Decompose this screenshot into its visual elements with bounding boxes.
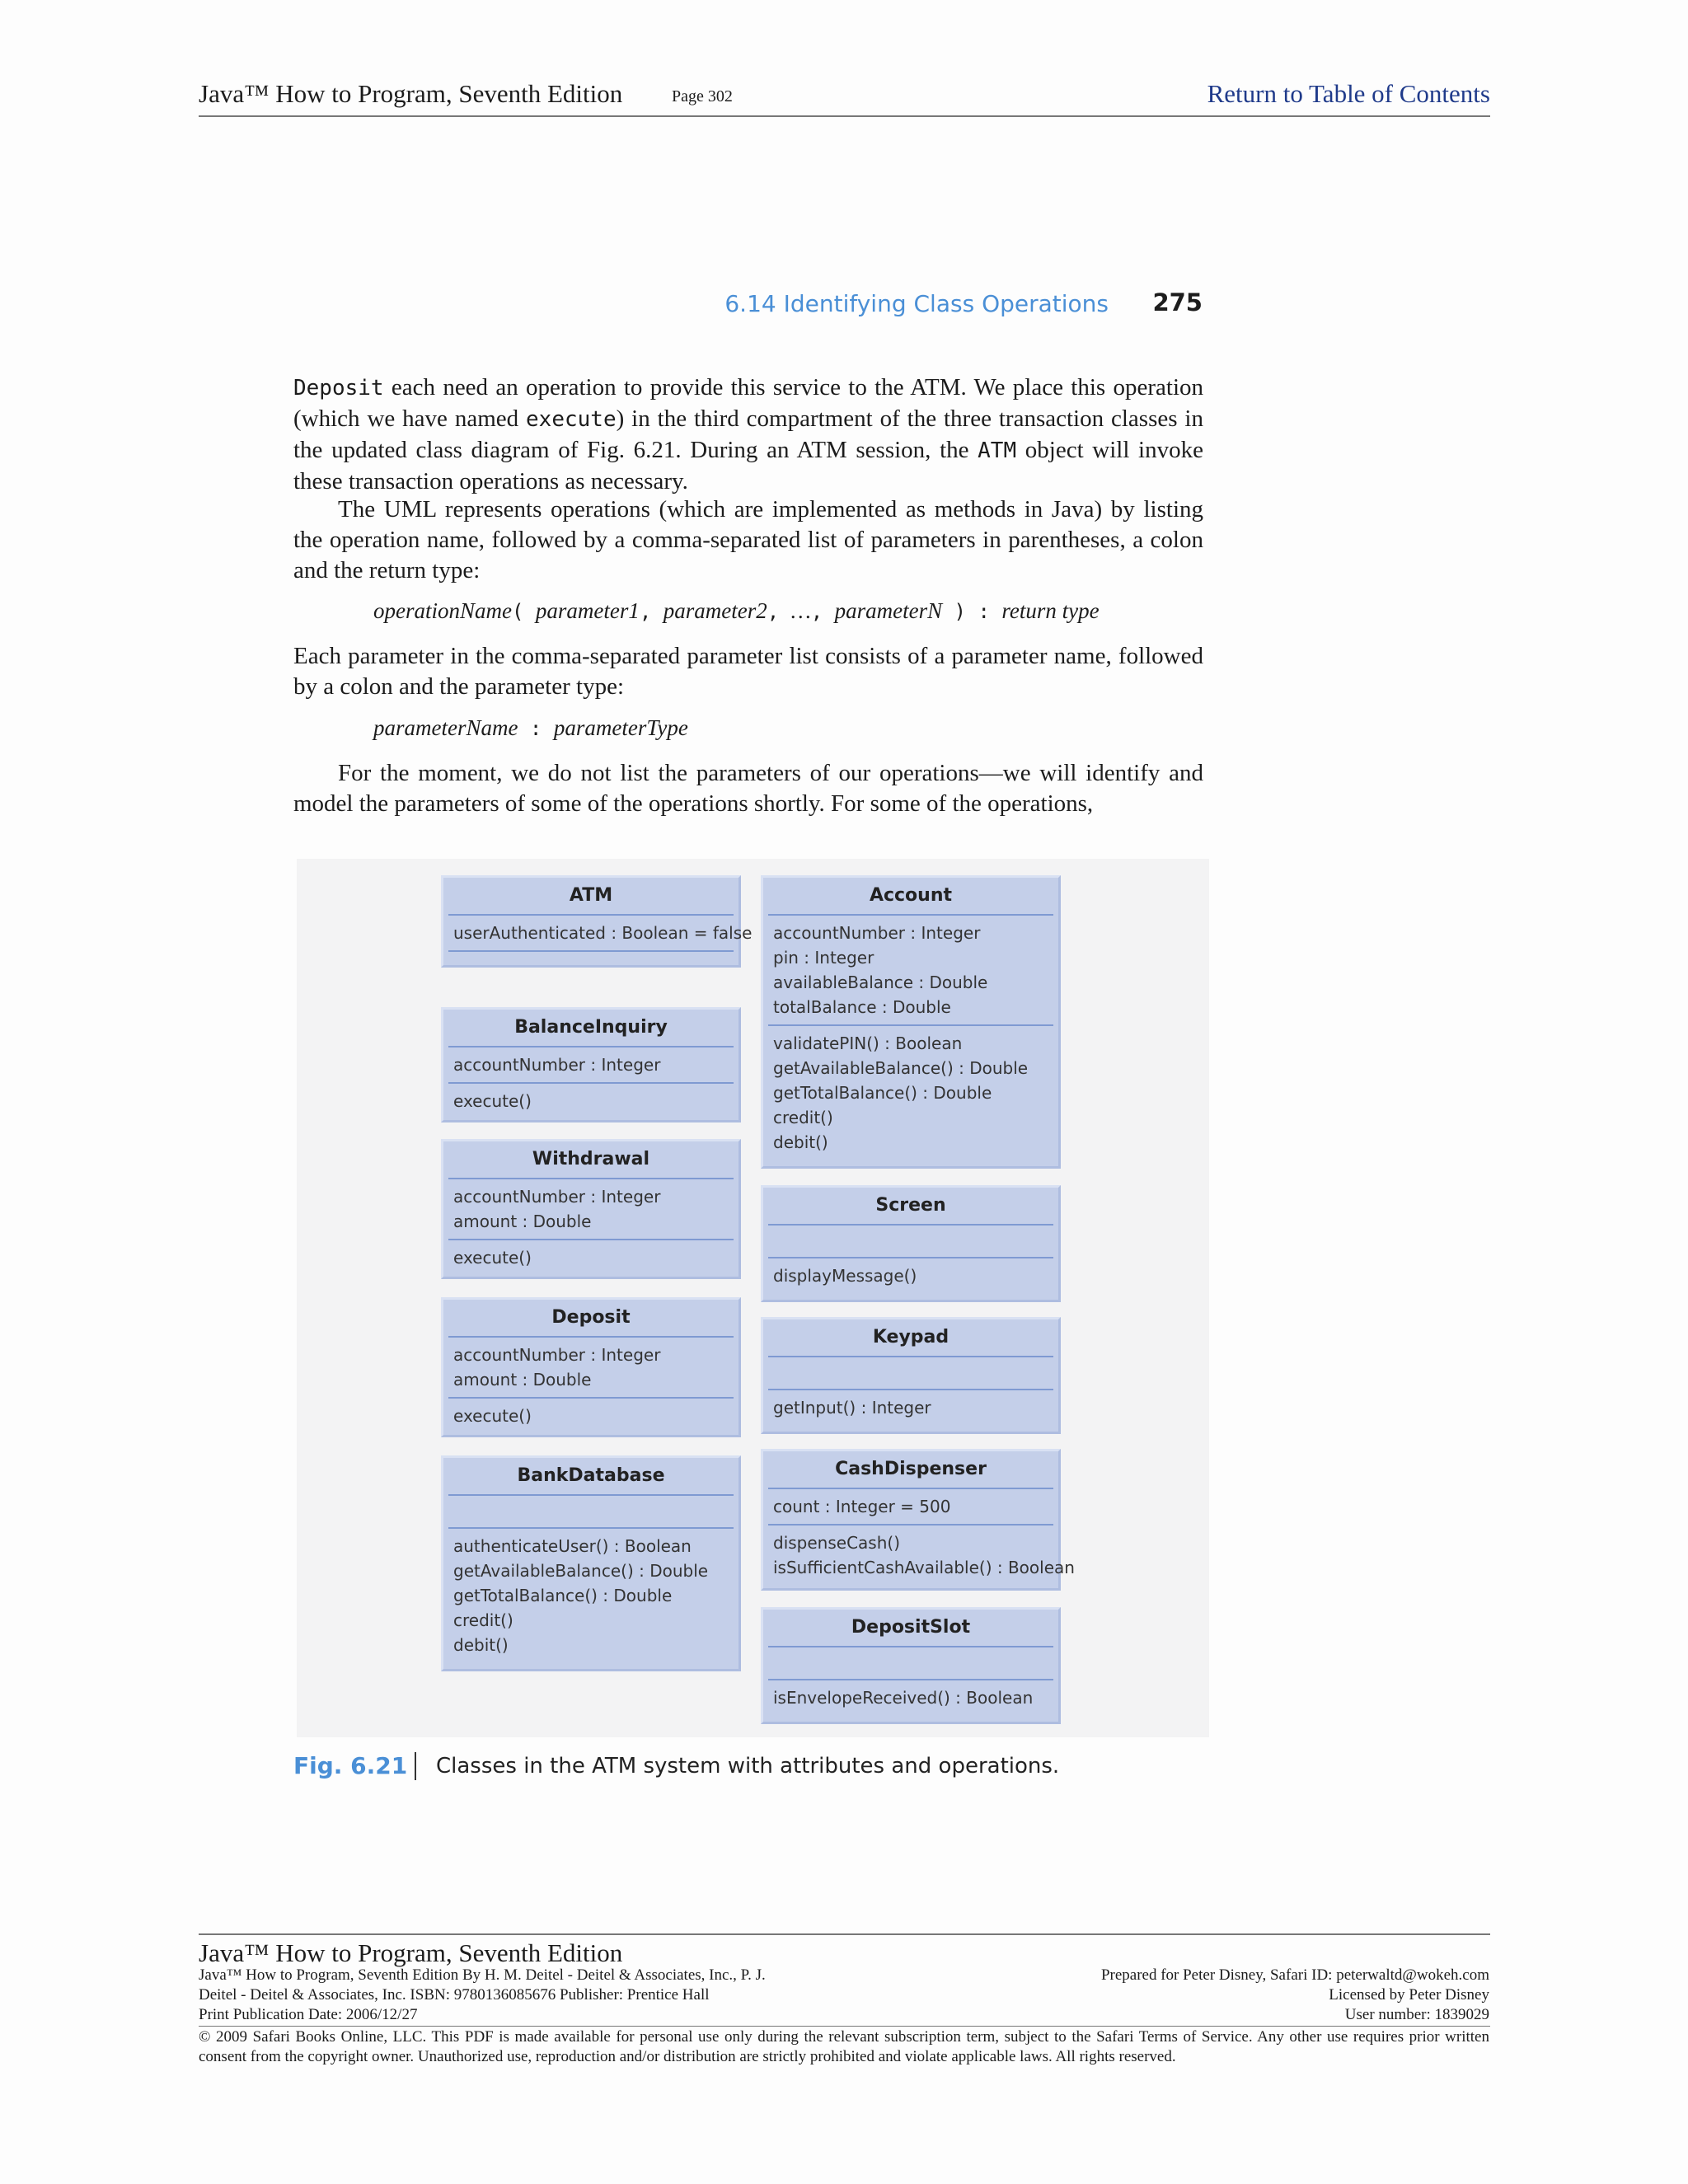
operation: credit(): [773, 1108, 833, 1127]
attributes-compartment: [448, 1338, 734, 1397]
sig-parameter-type: parameterType: [553, 715, 688, 740]
paragraph-4: For the moment, we do not list the parameters of our operations—we will identify and model the parameters of some of the operations shortly. For some of the operations,: [293, 760, 1203, 817]
attribute: accountNumber : Integer: [453, 1187, 661, 1207]
operations-compartment: [768, 1257, 1053, 1293]
class-name: Deposit: [448, 1300, 734, 1338]
table-of-contents-link[interactable]: Return to Table of Contents: [1207, 79, 1490, 108]
paragraph-3: Each parameter in the comma-separated parameter list consists of a parameter name, followed by a colon and the parameter type:: [293, 643, 1203, 700]
attribute: accountNumber : Integer: [453, 1055, 661, 1075]
attributes-compartment: [768, 916, 1053, 1024]
operation: displayMessage(): [773, 1266, 917, 1286]
operations-compartment: [768, 1679, 1053, 1715]
class-name: DepositSlot: [768, 1610, 1053, 1647]
class-name: BalanceInquiry: [448, 1010, 734, 1047]
parameter-signature: [373, 715, 688, 741]
attribute: pin : Integer: [773, 948, 874, 968]
section-title: 6.14 Identifying Class Operations: [724, 290, 1109, 317]
attributes-compartment: [768, 1489, 1053, 1524]
operation: execute(): [453, 1091, 532, 1111]
attributes-compartment: [768, 1357, 1053, 1389]
sig-ellipsis: …: [790, 598, 811, 623]
paragraph-2: The UML represents operations (which are implemented as methods in Java) by listing the operation name, followed by a comma-separated list of parameters in parentheses, a colon and the return type:: [293, 496, 1203, 583]
operation: getAvailableBalance() : Double: [453, 1561, 709, 1581]
operation: validatePIN() : Boolean: [773, 1033, 963, 1053]
class-keypad: [761, 1317, 1061, 1434]
attributes-compartment: [448, 1496, 734, 1527]
attribute: availableBalance : Double: [773, 972, 988, 992]
operations-compartment: [448, 1397, 734, 1433]
class-bank-database: [441, 1455, 741, 1671]
operations-compartment: [448, 1082, 734, 1118]
operations-compartment: [448, 1239, 734, 1275]
footer-user-number: User number: 1839029: [1344, 2006, 1489, 2023]
page-label: Page 302: [672, 87, 733, 105]
attributes-compartment: [448, 1179, 734, 1239]
sig-param-2: parameter2: [663, 598, 767, 623]
operations-compartment: [448, 950, 734, 987]
operation: isEnvelopeReceived() : Boolean: [773, 1688, 1034, 1708]
class-name: CashDispenser: [768, 1451, 1053, 1489]
class-name: Account: [768, 878, 1053, 916]
class-deposit-slot: [761, 1607, 1061, 1724]
sig-param-n: parameterN: [834, 598, 943, 623]
sig-comma-3: ,: [810, 600, 835, 623]
class-withdrawal: [441, 1139, 741, 1279]
sig-param-1: parameter1: [535, 598, 640, 623]
class-cash-dispenser: [761, 1449, 1075, 1591]
sig-colon: :: [518, 717, 554, 740]
footer-licensed-by: Licensed by Peter Disney: [1329, 1986, 1489, 2004]
class-atm: [441, 875, 753, 968]
footer-copyright-rule: [199, 2026, 1490, 2027]
footer-title: Java™ How to Program, Seventh Edition: [199, 1938, 623, 1967]
operation: getAvailableBalance() : Double: [773, 1058, 1029, 1078]
code-execute: execute: [526, 407, 617, 432]
operation: authenticateUser() : Boolean: [453, 1536, 692, 1556]
operation: getTotalBalance() : Double: [773, 1083, 992, 1103]
class-name: BankDatabase: [448, 1458, 734, 1496]
attribute: totalBalance : Double: [773, 997, 951, 1017]
attribute: amount : Double: [453, 1212, 592, 1231]
class-diagram-figure: [297, 859, 1209, 1737]
attribute: userAuthenticated : Boolean = false: [453, 923, 753, 943]
operation: credit(): [453, 1610, 513, 1630]
operations-compartment: [768, 1024, 1053, 1160]
caption-divider: [415, 1752, 416, 1780]
sig-comma-2: ,: [767, 600, 791, 623]
class-name: Screen: [768, 1188, 1053, 1226]
footer-publication-date: Print Publication Date: 2006/12/27: [199, 2006, 418, 2023]
figure-label: Fig. 6.21: [293, 1752, 408, 1779]
footer-copyright: © 2009 Safari Books Online, LLC. This PDF is made available for personal use only during the relevant subscription term, subject to the Safari Terms of Service. Any other use requires prior written consent from the copyright owner. Unauthorized use, reproduction and/or distribution are strictly prohibited and violate applicable laws. All rights reserved.: [199, 2028, 1489, 2065]
operation: debit(): [453, 1635, 509, 1655]
paragraph-1: [293, 373, 1203, 497]
class-screen: [761, 1185, 1061, 1302]
attribute: accountNumber : Integer: [773, 923, 981, 943]
footer-prepared-for: Prepared for Peter Disney, Safari ID: peterwaltd@wokeh.com: [1100, 1966, 1489, 1984]
paragraph-1-text-b: ) in the third compartment of the three transaction classes in the updated class diagram of Fig. 6.21. During an ATM session, the: [293, 405, 1203, 463]
attribute: count : Integer = 500: [773, 1497, 951, 1516]
paragraph-1-text-c: object will invoke these transaction operations as necessary.: [293, 437, 1203, 494]
code-deposit: Deposit: [293, 376, 384, 401]
class-name: Withdrawal: [448, 1141, 734, 1179]
operation: getInput() : Integer: [773, 1398, 931, 1418]
class-name: ATM: [448, 878, 734, 916]
operation: execute(): [453, 1406, 532, 1426]
sig-comma-1: ,: [639, 600, 663, 623]
operation: execute(): [453, 1248, 532, 1268]
attribute: amount : Double: [453, 1370, 592, 1390]
class-name: Keypad: [768, 1319, 1053, 1357]
operation-signature: [373, 598, 1100, 624]
class-balance-inquiry: [441, 1007, 741, 1122]
sig-close: ) :: [942, 600, 1002, 623]
code-atm: ATM: [978, 438, 1017, 463]
footer-rule: [199, 1933, 1490, 1935]
figure-caption: Classes in the ATM system with attributes and operations.: [436, 1754, 1060, 1779]
operations-compartment: [448, 1527, 734, 1662]
attribute: accountNumber : Integer: [453, 1345, 661, 1365]
operations-compartment: [768, 1389, 1053, 1425]
attributes-compartment: [448, 916, 753, 950]
sig-operation-name: operationName: [373, 598, 512, 623]
operations-compartment: [768, 1524, 1075, 1585]
class-account: [761, 875, 1061, 1169]
book-title: Java™ How to Program, Seventh Edition: [199, 79, 623, 108]
operation: isSufficientCashAvailable() : Boolean: [773, 1558, 1075, 1577]
footer-book-info: Java™ How to Program, Seventh Edition By H. M. Deitel - Deitel & Associates, Inc., P. J.: [199, 1966, 766, 1984]
attributes-compartment: [768, 1226, 1053, 1257]
footer-publisher-info: Deitel - Deitel & Associates, Inc. ISBN: 9780136085676 Publisher: Prentice Hall: [199, 1986, 710, 2004]
operation: debit(): [773, 1132, 828, 1152]
page-number: 275: [1152, 288, 1203, 316]
paragraph-1-text-a: each need an operation to provide this service to the ATM. We place this operation (which we have named: [293, 374, 1203, 432]
sig-open-paren: (: [512, 600, 536, 623]
operation: dispenseCash(): [773, 1533, 900, 1553]
sig-parameter-name: parameterName: [373, 715, 518, 740]
operation: getTotalBalance() : Double: [453, 1586, 673, 1605]
class-deposit: [441, 1297, 741, 1437]
attributes-compartment: [448, 1047, 734, 1082]
attributes-compartment: [768, 1647, 1053, 1679]
header-rule: [199, 115, 1490, 117]
sig-return-type: return type: [1001, 598, 1100, 623]
